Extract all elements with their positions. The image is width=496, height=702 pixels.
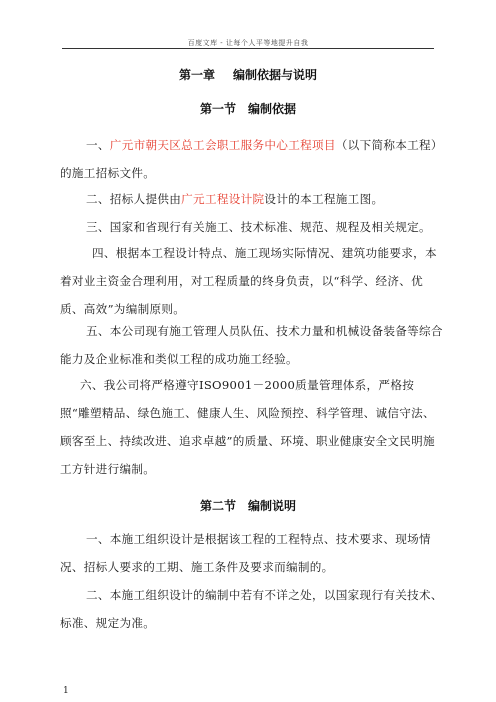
paragraph-2 xyxy=(60,185,444,213)
paragraph-3: 三、国家和省现行有关施工、技术标准、规范、规程及相关规定。 xyxy=(86,220,431,234)
section-number: 第一节 xyxy=(199,102,236,116)
paragraph-1 xyxy=(60,131,444,187)
chapter-number: 第一章 xyxy=(178,68,215,82)
chapter-title: 编制依据与说明 xyxy=(233,68,318,82)
chapter-heading xyxy=(0,66,496,83)
paragraph-6: 六、我公司将严格遵守ISO9001－2000质量管理体系，严格按照“雕塑精品、绿色施工、健康人生、风险预控、科学管理、诚信守法、顾客至上、持续改进、追求卓越”的质量、环境、职业健康安全文民明施工方针进行编制。 xyxy=(60,378,435,476)
text: 一、 xyxy=(86,138,110,152)
text: 二、招标人提供由 xyxy=(86,192,182,206)
paragraph-7: 一、本施工组织设计是根据该工程的工程特点、技术要求、现场情况、招标人要求的工期、施工条件及要求而编制的。 xyxy=(60,532,431,574)
text: （以下简称本工程）的施工招标文件。 xyxy=(60,138,443,180)
paragraph-4: 四、根据本工程设计特点、施工现场实际情况、建筑功能要求，本着对业主资金合理利用，对工程质量的终身负责，以“科学、经济、优质、高效”为编制原则。 xyxy=(60,246,437,316)
section-heading-2 xyxy=(0,497,496,514)
project-name-highlight: 广元市朝天区总工会职工服务中心工程项目 xyxy=(109,138,336,152)
section-heading-1 xyxy=(0,100,496,117)
section-title: 编制说明 xyxy=(248,499,297,513)
running-header: 百度文库 - 让每个人平等地提升自我 xyxy=(187,39,309,47)
paragraph-5: 五、本公司现有施工管理人员队伍、技术力量和机械设备装备等综合能力及企业标准和类似工程的成功施工经验。 xyxy=(60,324,443,366)
paragraph-8: 二、本施工组织设计的编制中若有不详之处，以国家现行有关技术、标准、规定为准。 xyxy=(60,588,443,630)
page-number: 1 xyxy=(63,686,69,696)
header-rule xyxy=(62,48,434,49)
designer-highlight: 广元工程设计院 xyxy=(181,192,265,206)
section-number: 第二节 xyxy=(199,499,236,513)
section-title: 编制依据 xyxy=(248,102,297,116)
text: 设计的本工程施工图。 xyxy=(264,192,384,206)
